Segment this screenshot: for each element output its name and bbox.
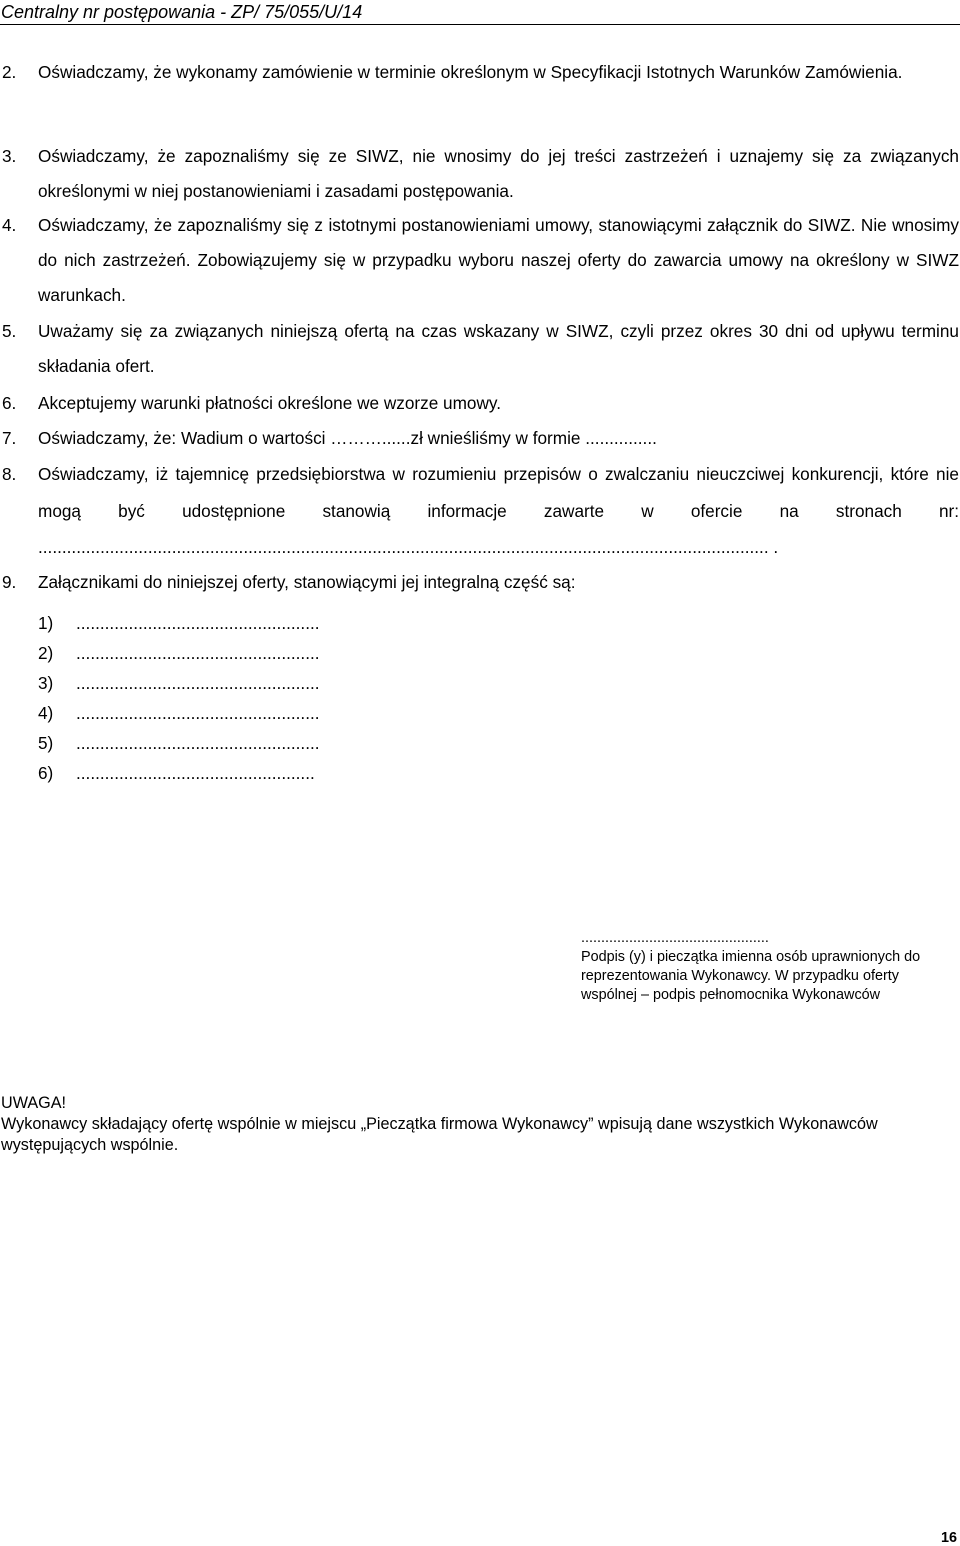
clause-text: Załącznikami do niniejszej oferty, stanowiącymi jej integralną część są: [38, 572, 576, 592]
clause-number: 3. [2, 146, 17, 166]
attachment-line-3 [38, 668, 320, 698]
clause-8 [0, 456, 960, 530]
clause-3 [0, 139, 960, 209]
clause-8-pages-dots: ......................................................................................................................................................... . [38, 537, 779, 557]
attachment-line-2 [38, 638, 320, 668]
note-block [1, 1093, 941, 1156]
attachment-dots: ................................................... [76, 673, 320, 693]
clause-number: 2. [2, 62, 17, 82]
signature-caption: Podpis (y) i pieczątka imienna osób uprawnionych do reprezentowania Wykonawcy. W przypadku oferty wspólnej – podpis pełnomocnika Wykonawców [581, 949, 921, 1003]
clause-5 [0, 314, 960, 384]
clause-number: 4. [2, 215, 17, 235]
attachment-dots: .................................................. [76, 763, 315, 783]
attachment-line-4 [38, 698, 320, 728]
clause-text: Oświadczamy, że: Wadium o wartości ………......zł wnieśliśmy w formie ............... [38, 428, 657, 448]
clause-text: Uważamy się za związanych niniejszą ofertą na czas wskazany w SIWZ, czyli przez okres 30 dni od upływu terminu składania ofert. [38, 321, 959, 376]
clause-text: Oświadczamy, że zapoznaliśmy się ze SIWZ, nie wnosimy do jej treści zastrzeżeń i uznajemy się za związanych określonymi w niej postanowieniami i zasadami postępowania. [38, 146, 959, 201]
clause-number: 6. [2, 393, 17, 413]
clause-9 [0, 565, 960, 600]
tender-number: Centralny nr postępowania - ZP/ 75/055/U/14 [1, 2, 363, 22]
clause-4 [0, 208, 960, 313]
attachment-label: 5) [38, 733, 54, 753]
attachment-line-1 [38, 608, 320, 638]
page-number: 16 [940, 1530, 957, 1546]
clause-2 [0, 55, 960, 90]
attachment-dots: ................................................... [76, 733, 320, 753]
attachment-dots: ................................................... [76, 613, 320, 633]
attachment-label: 3) [38, 673, 54, 693]
page-header [0, 0, 960, 25]
attachment-label: 1) [38, 613, 54, 633]
clause-text: Akceptujemy warunki płatności określone we wzorze umowy. [38, 393, 501, 413]
attachment-line-6 [38, 758, 315, 788]
attachment-label: 4) [38, 703, 54, 723]
note-text: Wykonawcy składający ofertę wspólnie w miejscu „Pieczątka firmowa Wykonawcy” wpisują dane wszystkich Wykonawców występujących wspólnie. [1, 1115, 878, 1154]
clause-number: 7. [2, 428, 17, 448]
clause-number: 9. [2, 572, 17, 592]
signature-line: ............................................... [581, 930, 769, 946]
clause-text: Oświadczamy, iż tajemnicę przedsiębiorstwa w rozumieniu przepisów o zwalczaniu nieuczciwej konkurencji, które nie mogą być udostępnione stanowią informacje zawarte w ofercie na stronach nr: [38, 464, 959, 521]
attachment-label: 2) [38, 643, 54, 663]
clause-7 [0, 421, 960, 456]
attachment-line-5 [38, 728, 320, 758]
attachment-dots: ................................................... [76, 643, 320, 663]
clause-text: Oświadczamy, że wykonamy zamówienie w terminie określonym w Specyfikacji Istotnych Warunków Zamówienia. [38, 62, 903, 82]
clause-number: 8. [2, 464, 17, 484]
attachment-label: 6) [38, 763, 54, 783]
attachment-dots: ................................................... [76, 703, 320, 723]
note-title: UWAGA! [1, 1094, 67, 1112]
clause-text: Oświadczamy, że zapoznaliśmy się z istotnymi postanowieniami umowy, stanowiącymi załącznik do SIWZ. Nie wnosimy do nich zastrzeżeń. Zobowiązujemy się w przypadku wyboru naszej oferty do zawarcia umowy na określony w SIWZ warunkach. [38, 215, 959, 305]
clause-number: 5. [2, 321, 17, 341]
signature-block [581, 929, 951, 1005]
clause-6 [0, 386, 960, 421]
